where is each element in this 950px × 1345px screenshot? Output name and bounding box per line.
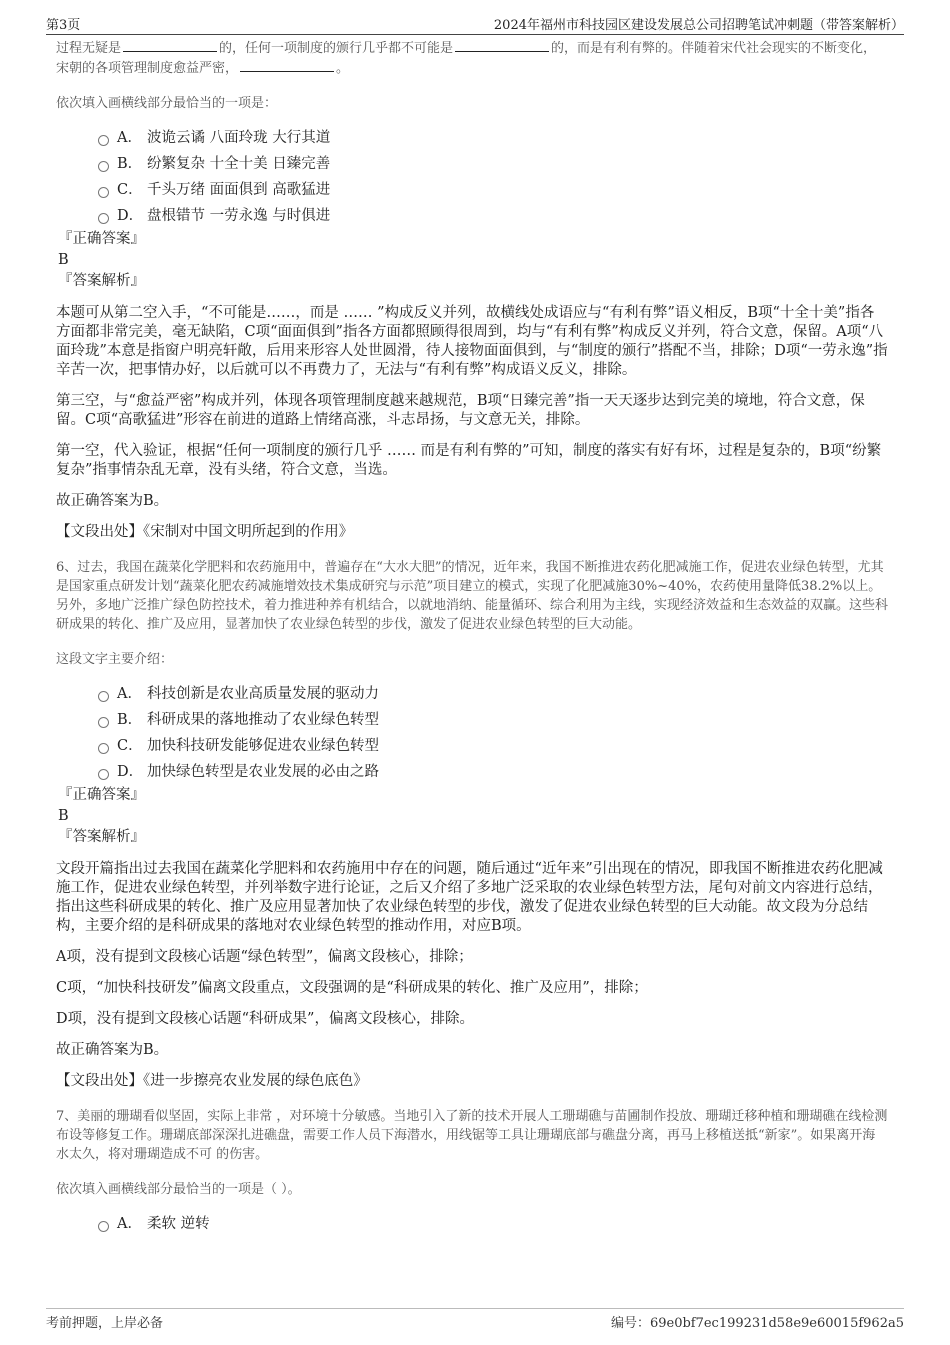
radio-icon[interactable] — [98, 161, 109, 172]
question-6-stem: 6、过去，我国在蔬菜化学肥料和农药施用中，普遍存在“大水大肥”的情况，近年来，我国不断推进农药化肥减施工作，促进农业绿色转型，尤其是国家重点研发计划“蔬菜化肥农药减施增效技术集成研究与示范”项目建立的模式，实现了化肥减施30%~40%，农药使用量降低38.2%以上。另外，多地广泛推广绿色防控技术，着力推进种养有机结合，以就地消纳、能量循环、综合利用为主线，实现经济效益和生态效益的双赢。这些科研成果的转化、推广及应用，显著加快了农业绿色转型的步伐，激发了促进农业绿色转型的巨大动能。 — [56, 560, 889, 632]
radio-icon[interactable] — [98, 213, 109, 224]
option-a[interactable]: A． 科技创新是农业高质量发展的驱动力 — [98, 681, 888, 707]
option-b[interactable]: B． 纷繁复杂 十全十美 日臻完善 — [98, 151, 888, 177]
source-citation: 【文段出处】《宋制对中国文明所起到的作用》 — [56, 524, 354, 540]
analysis-label: 『答案解析』 — [58, 829, 145, 845]
question-7-options — [56, 1211, 888, 1237]
document-body — [56, 38, 888, 1237]
question-6-prompt: 这段文字主要介绍： — [56, 652, 174, 667]
radio-icon[interactable] — [98, 187, 109, 198]
radio-icon[interactable] — [98, 717, 109, 728]
question-5-stem: 过程无疑是 的，任何一项制度的颁行几乎都不可能是 的，而是有利有弊的。伴随着宋代社会现实的不断变化， 宋朝的各项管理制度愈益严密， 。 — [56, 38, 888, 78]
document-id: 编号：69e0bf7ec199231d58e9e60015f962a5 — [610, 1316, 904, 1331]
analysis-conclusion: 故正确答案为B。 — [56, 1042, 169, 1058]
footer-slogan: 考前押题，上岸必备 — [46, 1316, 164, 1331]
analysis-paragraph: 本题可从第二空入手，“不可能是……，而是 …… ”构成反义并列，故横线处成语应与“有利有弊”语义相反，B项“十全十美”指各方面都非常完美，毫无缺陷，C项“面面俱到”指各方面都照顾得很周到，均与“有利有弊”构成反义并列，符合文意，保留。A项“八面玲珑”本意是指窗户明亮轩敞，后用来形容人处世圆滑，待人接物面面俱到，与“制度的颁行”搭配不当，排除；D项“一劳永逸”指辛苦一次，把事情办好，以后就可以不再费力了，无法与“有利有弊”构成语义反义，排除。 — [56, 305, 888, 378]
analysis-paragraph: 文段开篇指出过去我国在蔬菜化学肥料和农药施用中存在的问题，随后通过“近年来”引出现在的情况，即我国不断推进农药化肥减施工作，促进农业绿色转型，并列举数字进行论证，之后又介绍了多地广泛采取的农业绿色转型方法，尾句对前文内容进行总结，指出这些科研成果的转化、推广及应用显著加快了农业绿色转型的步伐，激发了促进农业绿色转型的巨大动能。故文段为分总结构，主要介绍的是科研成果的落地对农业绿色转型的推动作用，对应B项。 — [56, 861, 883, 934]
analysis-paragraph: 第三空，与“愈益严密”构成并列，体现各项管理制度越来越规范，B项“日臻完善”指一天天逐步达到完美的境地，符合文意，保留。C项“高歌猛进”形容在前进的道路上情绪高涨，斗志昂扬，与文意无关，排除。 — [56, 393, 865, 428]
analysis-paragraph: A项，没有提到文段核心话题“绿色转型”，偏离文段核心，排除； — [56, 949, 473, 965]
footer-divider — [46, 1308, 904, 1309]
answer-label: 『正确答案』 — [58, 231, 145, 247]
analysis-conclusion: 故正确答案为B。 — [56, 493, 169, 509]
fill-blank — [455, 38, 549, 52]
question-5-options — [56, 125, 888, 229]
question-6-options — [56, 681, 888, 785]
option-c[interactable]: C． 千头万绪 面面俱到 高歌猛进 — [98, 177, 888, 203]
option-d[interactable]: D． 盘根错节 一劳永逸 与时俱进 — [98, 203, 888, 229]
answer-value: B — [58, 808, 69, 824]
source-citation: 【文段出处】《进一步擦亮农业发展的绿色底色》 — [56, 1073, 368, 1089]
option-a[interactable]: A． 柔软 逆转 — [98, 1211, 888, 1237]
analysis-paragraph: D项，没有提到文段核心话题“科研成果”，偏离文段核心，排除。 — [56, 1011, 474, 1027]
fill-blank — [123, 38, 217, 52]
radio-icon[interactable] — [98, 1221, 109, 1232]
fill-blank — [240, 58, 334, 72]
answer-value: B — [58, 252, 69, 268]
option-a[interactable]: A． 波诡云谲 八面玲珑 大行其道 — [98, 125, 888, 151]
option-b[interactable]: B． 科研成果的落地推动了农业绿色转型 — [98, 707, 888, 733]
radio-icon[interactable] — [98, 135, 109, 146]
analysis-paragraph: 第一空，代入验证，根据“任何一项制度的颁行几乎 …… 而是有利有弊的”可知，制度的落实有好有坏，过程是复杂的，B项“纷繁复杂”指事情杂乱无章，没有头绪，符合文意，当选。 — [56, 443, 882, 478]
page-header — [46, 12, 904, 35]
question-7-stem: 7、美丽的珊瑚看似坚固，实际上非常 ，对环境十分敏感。当地引入了新的技术开展人工珊瑚礁与苗圃制作投放、珊瑚迁移种植和珊瑚礁在线检测布设等修复工作。珊瑚底部深深扎进礁盘，需要工作人员下海潜水，用线锯等工具让珊瑚底部与礁盘分离，再马上移植送抵“新家”。如果离开海水太久，将对珊瑚造成不可 的伤害。 — [56, 1109, 888, 1162]
answer-label: 『正确答案』 — [58, 787, 145, 803]
radio-icon[interactable] — [98, 691, 109, 702]
question-5-prompt: 依次填入画横线部分最恰当的一项是： — [56, 96, 278, 111]
radio-icon[interactable] — [98, 769, 109, 780]
option-d[interactable]: D． 加快绿色转型是农业发展的必由之路 — [98, 759, 888, 785]
analysis-paragraph: C项，“加快科技研发”偏离文段重点，文段强调的是“科研成果的转化、推广及应用”，排除； — [56, 980, 648, 996]
analysis-label: 『答案解析』 — [58, 273, 145, 289]
page-number: 第3页 — [46, 18, 81, 33]
document-title: 2024年福州市科技园区建设发展总公司招聘笔试冲刺题（带答案解析） — [493, 18, 904, 33]
radio-icon[interactable] — [98, 743, 109, 754]
question-7-prompt: 依次填入画横线部分最恰当的一项是（ ）。 — [56, 1182, 301, 1197]
page-footer — [46, 1312, 904, 1332]
option-c[interactable]: C． 加快科技研发能够促进农业绿色转型 — [98, 733, 888, 759]
